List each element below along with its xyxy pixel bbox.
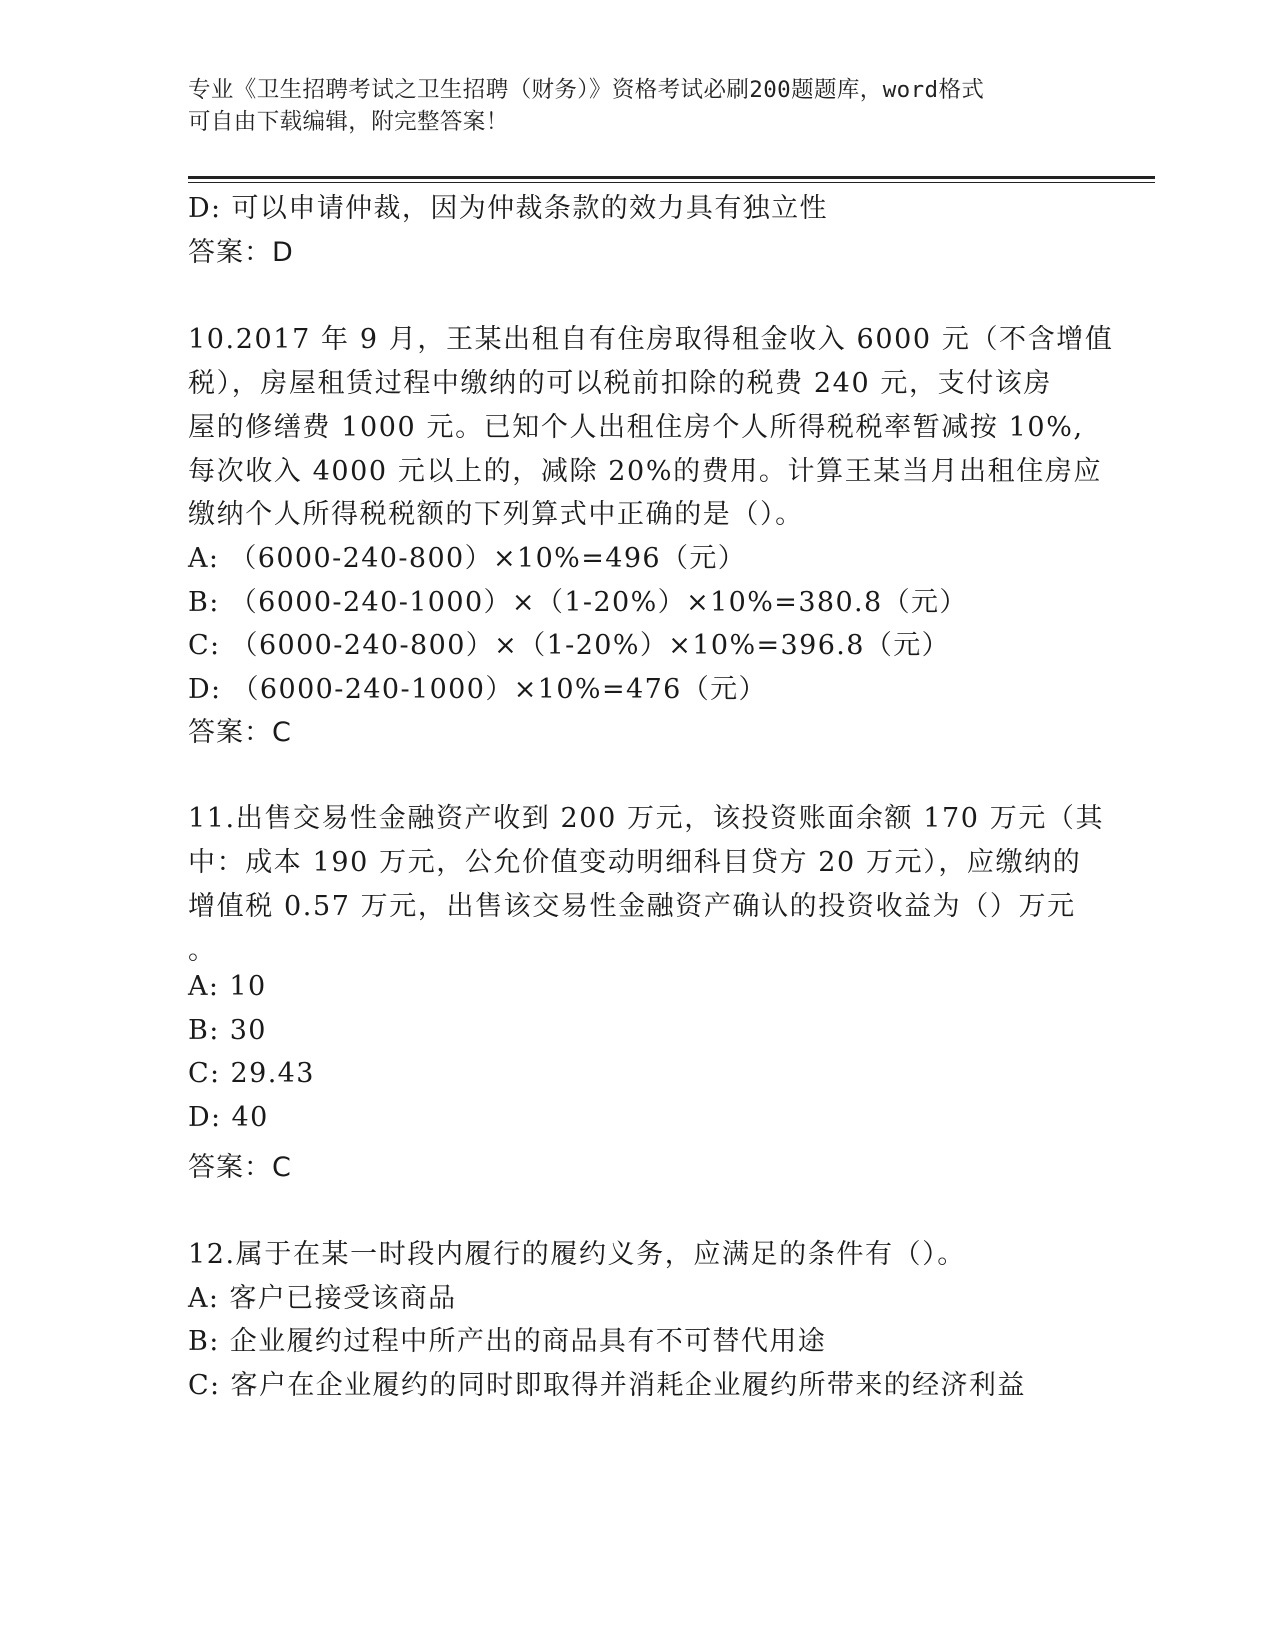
q12-stem-line-1: 12.属于在某一时段内履行的履约义务，应满足的条件有（）。 [188, 1239, 966, 1270]
header-rule-thin [188, 182, 1155, 183]
q11-answer: 答案：C [188, 1152, 292, 1183]
q10-option-b: B: （6000-240-1000）×（1-20%）×10%=380.8（元） [188, 587, 968, 618]
header-line-2: 可自由下载编辑，附完整答案！ [188, 109, 509, 135]
q10-stem-line-1: 10.2017 年 9 月，王某出租自有住房取得租金收入 6000 元（不含增值 [188, 324, 1114, 355]
document-header [188, 74, 1068, 138]
q10-stem-line-4: 每次收入 4000 元以上的，减除 20%的费用。计算王某当月出租住房应 [188, 456, 1103, 487]
q12-option-a: A: 客户已接受该商品 [188, 1283, 457, 1314]
q11-option-b: B: 30 [188, 1015, 267, 1046]
q11-option-d: D: 40 [188, 1102, 269, 1133]
prev-answer: 答案：D [188, 237, 294, 268]
header-line-1: 专业《卫生招聘考试之卫生招聘（财务）》资格考试必刷200题题库，word格式 [188, 77, 985, 103]
prev-option-d: D: 可以申请仲裁，因为仲裁条款的效力具有独立性 [188, 193, 828, 224]
q11-stem-line-4: 。 [188, 935, 217, 966]
q11-option-c: C: 29.43 [188, 1058, 315, 1089]
q10-option-a: A: （6000-240-800）×10%=496（元） [188, 543, 747, 574]
header-rule-thick [188, 176, 1155, 179]
q12-option-c: C: 客户在企业履约的同时即取得并消耗企业履约所带来的经济利益 [188, 1370, 1026, 1401]
q11-stem-line-2: 中：成本 190 万元，公允价值变动明细科目贷方 20 万元），应缴纳的 [188, 847, 1082, 878]
q10-option-c: C: （6000-240-800）×（1-20%）×10%=396.8（元） [188, 630, 951, 661]
q10-stem-line-2: 税），房屋租赁过程中缴纳的可以税前扣除的税费 240 元，支付该房 [188, 368, 1052, 399]
q12-option-b: B: 企业履约过程中所产出的商品具有不可替代用途 [188, 1326, 827, 1357]
q11-option-a: A: 10 [188, 971, 267, 1002]
q10-option-d: D: （6000-240-1000）×10%=476（元） [188, 674, 767, 705]
q10-stem-line-3: 屋的修缮费 1000 元。已知个人出租住房个人所得税税率暂减按 10%, [188, 412, 1084, 443]
q10-stem-line-5: 缴纳个人所得税税额的下列算式中正确的是（）。 [188, 499, 804, 530]
q10-answer: 答案：C [188, 717, 292, 748]
q11-stem-line-1: 11.出售交易性金融资产收到 200 万元，该投资账面余额 170 万元（其 [188, 803, 1105, 834]
q11-stem-line-3: 增值税 0.57 万元，出售该交易性金融资产确认的投资收益为（）万元 [188, 891, 1076, 922]
